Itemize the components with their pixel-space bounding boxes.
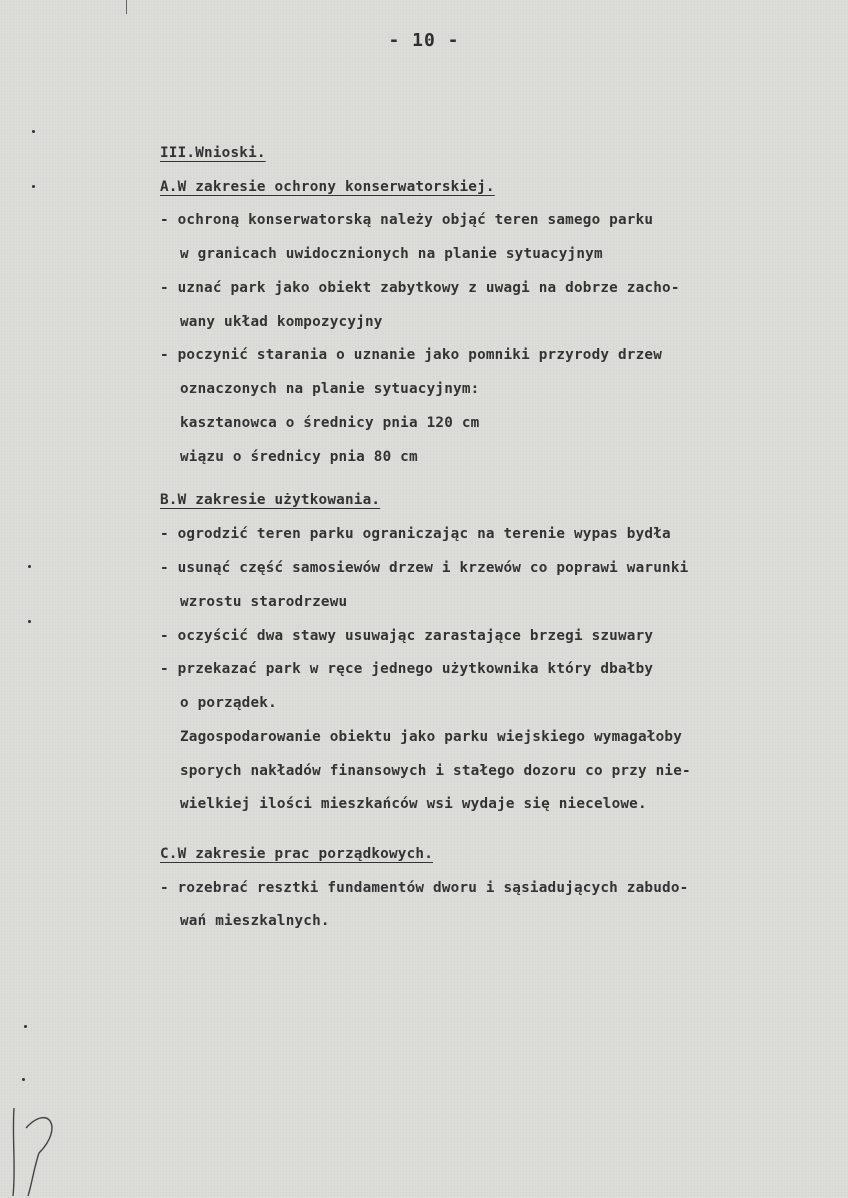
text-line: o porządek.: [180, 695, 277, 711]
subsection-b-heading: B.W zakresie użytkowania.: [160, 492, 381, 508]
text-line: - przekazać park w ręce jednego użytkownika który dbałby: [160, 661, 654, 677]
margin-dot: [32, 185, 35, 188]
handwritten-mark: [4, 1098, 64, 1198]
section-heading: III.Wnioski.: [160, 145, 266, 161]
page-number: - 10 -: [388, 30, 460, 51]
text-line: kasztanowca o średnicy pnia 120 cm: [180, 415, 480, 431]
subsection-a-heading: A.W zakresie ochrony konserwatorskiej.: [160, 179, 495, 195]
text-line: sporych nakładów finansowych i stałego dozoru co przy nie-: [180, 763, 691, 779]
margin-dot: [28, 565, 31, 568]
text-line: - uznać park jako obiekt zabytkowy z uwagi na dobrze zacho-: [160, 280, 680, 296]
text-line: - oczyścić dwa stawy usuwając zarastające brzegi szuwary: [160, 628, 654, 644]
text-line: - poczynić starania o uznanie jako pomniki przyrody drzew: [160, 347, 663, 363]
text-line: wzrostu starodrzewu: [180, 594, 348, 610]
text-line: wiązu o średnicy pnia 80 cm: [180, 449, 418, 465]
subsection-c-heading: C.W zakresie prac porządkowych.: [160, 846, 434, 862]
text-line: Zagospodarowanie obiektu jako parku wiejskiego wymagałoby: [180, 729, 683, 745]
text-line: wań mieszkalnych.: [180, 913, 330, 929]
margin-dot: [24, 1025, 27, 1028]
text-line: wany układ kompozycyjny: [180, 314, 383, 330]
text-line: - usunąć część samosiewów drzew i krzewów co poprawi warunki: [160, 560, 689, 576]
paper-mark: [126, 0, 127, 14]
text-line: w granicach uwidocznionych na planie sytuacyjnym: [180, 246, 603, 262]
text-line: - rozebrać resztki fundamentów dworu i sąsiadujących zabudo-: [160, 880, 689, 896]
margin-dot: [22, 1078, 25, 1081]
text-line: wielkiej ilości mieszkańców wsi wydaje się niecelowe.: [180, 796, 647, 812]
margin-dot: [28, 620, 31, 623]
text-line: - ochroną konserwatorską należy objąć teren samego parku: [160, 212, 654, 228]
text-line: - ogrodzić teren parku ograniczając na terenie wypas bydła: [160, 526, 671, 542]
margin-dot: [32, 130, 35, 133]
text-line: oznaczonych na planie sytuacyjnym:: [180, 381, 480, 397]
